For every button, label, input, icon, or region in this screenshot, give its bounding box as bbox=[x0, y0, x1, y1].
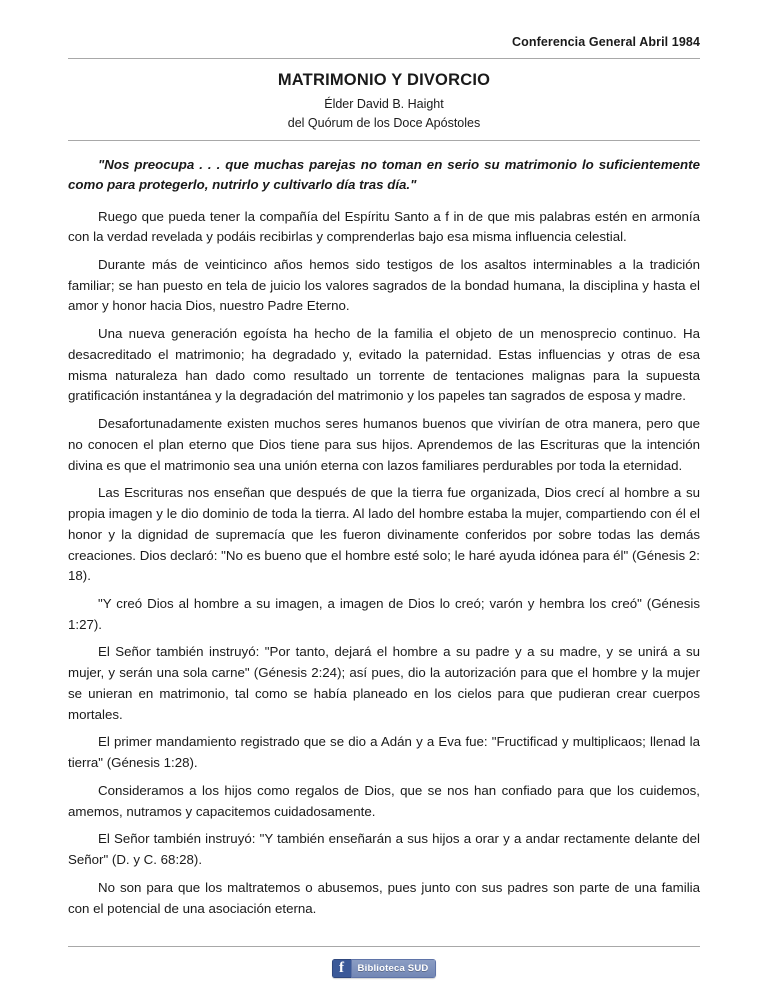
author-affiliation: del Quórum de los Doce Apóstoles bbox=[287, 115, 481, 130]
body-paragraph: El Señor también instruyó: "Y también enseñarán a sus hijos a orar y a andar rectamente delante del Señor" (D. y C. 68:28). bbox=[68, 831, 700, 868]
title-block bbox=[68, 59, 700, 131]
page-footer bbox=[0, 937, 768, 994]
body-paragraph: El primer mandamiento registrado que se dio a Adán y a Eva fue: "Fructificad y multiplicaos; llenad la tierra" (Génesis 1:28). bbox=[68, 734, 700, 771]
body-paragraph: Las Escrituras nos enseñan que después de que la tierra fue organizada, Dios crecí al hombre a su propia imagen y le dio dominio de toda la tierra. Al lado del hombre estaba la mujer, compartiendo con él el honor y la dignidad de supremacía que les fueron divinamente conferidos por sobre todas las demás creaciones. Dios declaró: "No es bueno que el hombre esté solo; le haré ayuda idónea para él" (Génesis 2: 18). bbox=[68, 485, 700, 584]
facebook-icon bbox=[332, 959, 351, 978]
body-paragraph: El Señor también instruyó: "Por tanto, dejará el hombre a su padre y a su madre, y se unirá a su mujer, y serán una sola carne" (Génesis 2:24); así pues, dio la autorización para que el hombre y la mujer se unieran en matrimonio, tal como se había planeado en los cielos para que pudieran crear cuerpos mortales. bbox=[68, 644, 700, 722]
body-paragraph: Ruego que pueda tener la compañía del Espíritu Santo a f in de que mis palabras estén en armonía con la verdad revelada y podáis recibirlas y comprenderlas bajo esa misma influencia celestial. bbox=[68, 208, 700, 245]
page-title: MATRIMONIO Y DIVORCIO bbox=[277, 71, 491, 89]
badge-label-text: Biblioteca SUD bbox=[357, 963, 429, 974]
body-paragraph: No son para que los maltratemos o abusemos, pues junto con sus padres son parte de una familia con el potencial de una asociación eterna. bbox=[68, 879, 700, 916]
body-paragraph: Desafortunadamente existen muchos seres humanos buenos que vivirían de otra manera, pero que no conocen el plan eterno que Dios tiene para sus hijos. Aprendemos de las Escrituras que la intención divina es que el matrimonio sea una unión eterna con lazos familiares perdurables por toda la eternidad. bbox=[68, 416, 700, 473]
body-paragraph: Durante más de veinticinco años hemos sido testigos de los asaltos interminables a la tradición familiar; se han puesto en tela de juicio los valores sagrados de la bondad humana, la disciplina y hasta el amor y honor hacia Dios, nuestro Padre Eterno. bbox=[68, 257, 700, 314]
author-name: Élder David B. Haight bbox=[324, 96, 444, 111]
body-paragraph: Consideramos a los hijos como regalos de Dios, que se nos han confiado para que los cuidemos, amemos, nutramos y capacitemos cuidadosamente. bbox=[68, 782, 700, 819]
running-header-text: Conferencia General Abril 1984 bbox=[511, 35, 700, 49]
body-paragraph: Una nueva generación egoísta ha hecho de la familia el objeto de un menosprecio continuo. Ha desacreditado el matrimonio; ha degradado y, evitado la paternidad. Estas influencias y otras de esa misma naturaleza han dado como resultado un torrente de tentaciones malignas para la supuesta gratificación instantánea y la degradación del matrimonio y los papeles tan sagrados de esposa y madre. bbox=[68, 326, 700, 404]
running-header bbox=[68, 0, 700, 51]
pull-quote: "Nos preocupa . . . que muchas parejas no toman en serio su matrimonio lo suficientemente como para protegerlo, nutrirlo y cultivarlo día tras día." bbox=[68, 157, 700, 193]
article-body bbox=[68, 141, 700, 919]
body-paragraph: "Y creó Dios al hombre a su imagen, a imagen de Dios lo creó; varón y hembra los creó" (Génesis 1:27). bbox=[68, 596, 700, 632]
badge-label-pill bbox=[351, 959, 437, 978]
biblioteca-sud-facebook-badge[interactable] bbox=[332, 959, 437, 978]
footer-divider bbox=[68, 946, 700, 947]
facebook-f-glyph: f bbox=[339, 959, 345, 976]
